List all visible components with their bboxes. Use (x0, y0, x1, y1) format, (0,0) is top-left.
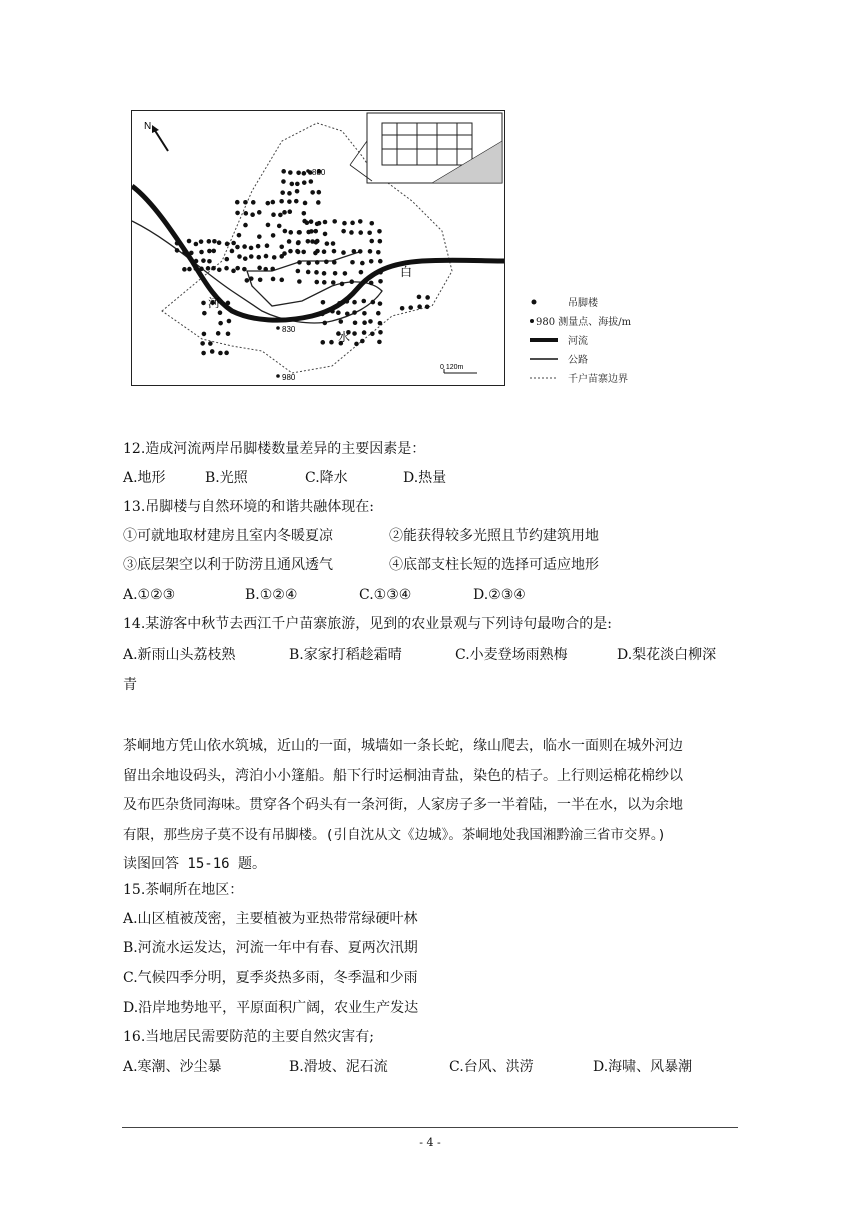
stilt-house-dot (333, 271, 338, 276)
stilt-house-dot (378, 279, 383, 284)
stilt-house-dot (322, 280, 327, 285)
map-legend (528, 292, 688, 387)
north-arrow (144, 121, 168, 151)
stilt-house-dot (277, 224, 282, 229)
q13-option-d: D.②③④ (473, 587, 526, 603)
stilt-house-dot (316, 200, 321, 205)
legend-row-road (528, 349, 688, 368)
stilt-house-dot (225, 242, 230, 247)
stilt-house-dot (314, 270, 319, 275)
stilt-house-dot (288, 170, 293, 175)
stilt-house-dot (211, 266, 216, 271)
stilt-house-dot (338, 319, 343, 324)
stilt-house-dot (352, 310, 357, 315)
stilt-house-dot (265, 201, 270, 206)
stilt-house-dot (332, 219, 337, 224)
stilt-house-dot (329, 340, 334, 345)
stilt-house-dot (320, 312, 325, 317)
stilt-house-dot (368, 319, 373, 324)
passage-line-3: 及布匹杂货同海味。贯穿各个码头有一条河街，人家房子多一半着陆，一半在水，以为余地 (123, 797, 683, 813)
river-label-shui: 水 (338, 330, 351, 344)
stilt-house-dot (249, 254, 254, 259)
legend-label: 980 测量点、海拔/m (536, 317, 632, 328)
scale-bar (440, 364, 477, 373)
stilt-house-dot (217, 240, 222, 245)
stilt-house-dot (201, 301, 206, 306)
stilt-house-dot (425, 295, 430, 300)
stilt-house-dot (323, 232, 328, 237)
stilt-house-dot (224, 351, 229, 356)
stilt-house-dot (290, 182, 295, 187)
legend-label: 公路 (568, 355, 588, 366)
stilt-house-dot (345, 299, 350, 304)
stilt-house-dot (287, 209, 292, 214)
stilt-house-dot (320, 340, 325, 345)
stilt-house-dot (330, 309, 335, 314)
stilt-house-dot (207, 239, 212, 244)
stilt-house-dot (317, 190, 322, 195)
stilt-house-dot (400, 306, 405, 311)
thin-line-icon (528, 354, 568, 364)
stilt-house-dot (408, 305, 413, 310)
stilt-house-dot (235, 245, 240, 250)
stilt-house-dot (295, 182, 300, 187)
dotted-line-icon (528, 373, 568, 383)
stilt-house-dot (337, 301, 342, 306)
stilt-house-dot (302, 211, 307, 216)
stilt-house-dot (296, 269, 301, 274)
stilt-house-dot (377, 340, 382, 345)
stilt-house-dot (358, 249, 363, 254)
q13-item-2: ②能获得较多光照且节约建筑用地 (389, 528, 599, 544)
q14-stem: 14.某游客中秋节去西江千户苗寨旅游，见到的农业景观与下列诗句最吻合的是: (123, 616, 612, 632)
stilt-house-dot (249, 246, 254, 251)
stilt-house-dot (378, 239, 383, 244)
stilt-house-dot (226, 301, 231, 306)
stilt-house-dot (360, 261, 365, 266)
q14-option-a: A.新雨山头荔枝熟 (123, 647, 236, 663)
q13-option-a: A.①②③ (123, 587, 176, 603)
passage-line-1: 茶峒地方凭山依水筑城，近山的一面，城墙如一条长蛇，缘山爬去，临水一面则在城外河边 (123, 738, 683, 754)
stilt-house-dot (369, 259, 374, 264)
stilt-house-dot (272, 255, 277, 260)
q12-option-b: B.光照 (205, 470, 248, 486)
q15-option-c: C.气候四季分明，夏季炎热多雨，冬季温和少雨 (123, 970, 418, 986)
stilt-house-dot (349, 230, 354, 235)
stilt-house-dot (271, 200, 276, 205)
stilt-house-dot (189, 251, 194, 256)
stilt-house-dot (175, 241, 180, 246)
stilt-house-dot (281, 169, 286, 174)
q15-stem: 15.茶峒所在地区： (123, 882, 244, 898)
stilt-house-dot (288, 230, 293, 235)
stilt-house-dot (417, 295, 422, 300)
page-number: - 4 - (419, 1136, 441, 1149)
stilt-house-dot (207, 259, 212, 264)
q16-option-c: C.台风、洪涝 (449, 1059, 534, 1075)
stilt-house-dot (235, 211, 240, 216)
stilt-house-dot (218, 321, 223, 326)
stilt-house-dot (237, 254, 242, 259)
stilt-house-dot (287, 199, 292, 204)
stilt-house-dot (306, 230, 311, 235)
stilt-house-dot (368, 249, 373, 254)
stilt-house-dot (369, 221, 374, 226)
stilt-house-dot (313, 251, 318, 256)
stilt-house-dot (199, 250, 204, 255)
stilt-house-dot (237, 233, 242, 238)
stilt-house-dot (353, 320, 358, 325)
stilt-house-dot (332, 249, 337, 254)
stilt-house-dot (230, 249, 235, 254)
stilt-house-dot (242, 267, 247, 272)
stilt-house-dot (352, 331, 357, 336)
q15-option-b: B.河流水运发达，河流一年中有春、夏两次汛期 (123, 940, 418, 956)
stilt-house-dot (250, 212, 255, 217)
river-label-bai: 白 (400, 265, 413, 279)
stilt-house-inset (350, 113, 502, 183)
stilt-house-dot (309, 179, 314, 184)
stilt-house-dot (358, 230, 363, 235)
stilt-house-dot (313, 229, 318, 234)
stilt-house-dot (283, 229, 288, 234)
stilt-house-dot (182, 267, 187, 272)
stilt-house-dot (243, 256, 248, 261)
q13-item-3: ③底层架空以利于防涝且通风透气 (123, 557, 333, 573)
q15-option-a: A.山区植被茂密，主要植被为亚热带常绿硬叶林 (123, 911, 418, 927)
stilt-house-dot (231, 269, 236, 274)
stilt-house-dot (294, 199, 299, 204)
stilt-house-dot (362, 320, 367, 325)
stilt-house-dot (340, 282, 345, 287)
stilt-house-dot (301, 250, 306, 255)
stilt-house-dot (314, 280, 319, 285)
legend-label: 吊脚楼 (568, 298, 598, 309)
q14-option-d: D.梨花淡白柳深 (617, 647, 717, 663)
stilt-house-dot (278, 213, 283, 218)
stilt-house-dot (282, 210, 287, 215)
q12-stem: 12.造成河流两岸吊脚楼数量差异的主要因素是： (123, 441, 426, 457)
stilt-house-dot (265, 243, 270, 248)
stilt-house-dot (367, 230, 372, 235)
stilt-house-dot (352, 300, 357, 305)
stilt-house-dot (256, 244, 261, 249)
thick-line-icon (528, 335, 568, 345)
stilt-house-dot (321, 300, 326, 305)
q13-option-b: B.①②④ (245, 587, 298, 603)
stilt-house-dot (362, 311, 367, 316)
stilt-house-dot (303, 201, 308, 206)
stilt-house-dot (202, 332, 207, 337)
stilt-house-dot (235, 266, 240, 271)
stilt-house-dot (245, 278, 250, 283)
survey-point-icon (528, 316, 536, 326)
q13-option-c: C.①③④ (359, 587, 412, 603)
stilt-house-dot (226, 331, 231, 336)
stilt-house-dot (325, 241, 330, 246)
stilt-house-dot (297, 260, 302, 265)
stilt-house-dot (243, 223, 248, 228)
passage-line-4: 有限，那些房子莫不设有吊脚楼。(引自沈从文《边城》。茶峒地处我国湘黔渝三省市交界。) (123, 826, 666, 843)
stilt-house-dot (315, 222, 320, 227)
stilt-house-dot (360, 339, 365, 344)
stilt-house-dot (207, 249, 212, 254)
stilt-house-dot (287, 239, 292, 244)
stilt-house-dot (369, 239, 374, 244)
q14-option-d-wrap: 青 (123, 677, 137, 693)
stilt-house-dot (354, 342, 359, 347)
stilt-house-dot (201, 351, 206, 356)
stilt-house-dot (343, 271, 348, 276)
stilt-house-dot (322, 271, 327, 276)
legend-row-stilt-house (528, 292, 688, 311)
stilt-house-dot (280, 190, 285, 195)
stilt-house-dot (362, 330, 367, 335)
q13-item-1: ①可就地取材建房且室内冬暖夏凉 (123, 528, 333, 544)
stilt-house-dot (231, 241, 236, 246)
stilt-house-dot (206, 266, 211, 271)
stilt-house-dot (266, 223, 271, 228)
stilt-house-dot (256, 255, 261, 260)
stilt-house-dot (370, 331, 375, 336)
stilt-house-dot (287, 191, 292, 196)
stilt-house-dot (208, 341, 213, 346)
stilt-house-dot (251, 200, 256, 205)
stilt-house-dot (212, 239, 217, 244)
elevation-label-880: 880 (312, 168, 326, 177)
stilt-house-dot (350, 221, 355, 226)
dot-symbol-icon (528, 297, 568, 307)
stilt-house-dot (295, 189, 300, 194)
stilt-house-dot (305, 220, 310, 225)
stilt-house-dot (244, 211, 249, 216)
stilt-house-dot (378, 321, 383, 326)
stilt-house-dot (322, 321, 327, 326)
stilt-house-dot (302, 180, 307, 185)
stilt-house-dot (279, 199, 284, 204)
legend-row-river (528, 330, 688, 349)
q12-option-c: C.降水 (305, 470, 348, 486)
stilt-house-dot (271, 212, 276, 217)
stilt-house-dot (332, 260, 337, 265)
stilt-house-dot (302, 171, 307, 176)
stilt-house-dot (309, 219, 314, 224)
legend-label: 千户苗寨边界 (568, 374, 628, 385)
stilt-house-dot (175, 248, 180, 253)
stilt-house-dot (296, 170, 301, 175)
passage-line-5: 读图回答 15-16 题。 (123, 856, 267, 872)
stilt-house-dot (249, 276, 254, 281)
stilt-house-dot (210, 349, 215, 354)
stilt-house-dot (310, 190, 315, 195)
stilt-house-dot (224, 266, 229, 271)
stilt-house-dot (377, 229, 382, 234)
stilt-house-dot (201, 258, 206, 263)
stilt-house-dot (417, 304, 422, 309)
stilt-house-dot (425, 304, 430, 309)
stilt-house-dot (314, 240, 319, 245)
stilt-house-dot (297, 279, 302, 284)
stilt-house-dot (224, 257, 229, 262)
stilt-house-dot (288, 249, 293, 254)
stilt-house-dot (187, 239, 192, 244)
stilt-house-dot (331, 280, 336, 285)
q12-option-a: A.地形 (123, 470, 166, 486)
village-map (131, 110, 505, 386)
footer-divider (122, 1127, 738, 1128)
stilt-house-dot (296, 240, 301, 245)
stilt-house-dot (361, 299, 366, 304)
stilt-house-dot (199, 239, 204, 244)
stilt-house-dot (331, 241, 336, 246)
q16-option-b: B.滑坡、泥石流 (289, 1059, 388, 1075)
stilt-house-dot (378, 330, 383, 335)
stilt-house-dot (306, 239, 311, 244)
q15-option-d: D.沿岸地势地平，平原面积广阔，农业生产发达 (123, 1000, 419, 1016)
q14-option-b: B.家家打稻趁霜晴 (289, 647, 402, 663)
stilt-house-dot (279, 278, 284, 283)
stilt-house-dot (378, 301, 383, 306)
survey-point-830 (276, 325, 296, 334)
stilt-house-dot (270, 267, 275, 272)
map-drawing (132, 111, 504, 385)
q13-stem: 13.吊脚楼与自然环境的和谐共融体现在: (123, 499, 374, 515)
stilt-house-dot (349, 279, 354, 284)
stilt-house-dot (324, 259, 329, 264)
stilt-house-dot (202, 311, 207, 316)
legend-row-survey (528, 311, 688, 330)
stilt-house-dot (352, 249, 357, 254)
stilt-house-dot (193, 266, 198, 271)
stilt-house-dot (341, 229, 346, 234)
legend-row-boundary (528, 368, 688, 387)
stilt-house-dot (218, 351, 223, 356)
stilt-house-dot (271, 277, 276, 282)
stilt-house-dot (279, 244, 284, 249)
stilt-house-dot (315, 260, 320, 265)
stilt-house-dot (264, 254, 269, 259)
north-label: N (144, 121, 152, 132)
reading-passage (123, 732, 737, 880)
stilt-house-dot (358, 219, 363, 224)
stilt-house-dot (194, 242, 199, 247)
stilt-house-dot (187, 267, 192, 272)
stilt-house-dot (271, 233, 276, 238)
stilt-house-dot (258, 277, 263, 282)
stilt-house-dot (378, 259, 383, 264)
stilt-house-dot (297, 230, 302, 235)
survey-point-980 (276, 373, 296, 382)
river-label-he: 河 (208, 296, 221, 310)
q12-option-d: D.热量 (403, 470, 447, 486)
stilt-house-dot (218, 310, 223, 315)
stilt-house-dot (194, 259, 199, 264)
stilt-house-dot (257, 266, 262, 271)
elevation-label-980: 980 (282, 373, 296, 382)
stilt-house-dot (216, 331, 221, 336)
stilt-house-dot (227, 319, 232, 324)
stilt-house-dot (323, 220, 328, 225)
stilt-house-dots (175, 169, 430, 355)
stilt-house-dot (322, 249, 327, 254)
stilt-house-dot (217, 267, 222, 272)
stilt-house-dot (306, 270, 311, 275)
stilt-house-dot (257, 210, 262, 215)
stilt-house-dot (242, 244, 247, 249)
q16-stem: 16.当地居民需要防范的主要自然灾害有; (123, 1029, 374, 1045)
stilt-house-dot (350, 260, 355, 265)
q13-item-4: ④底部支柱长短的选择可适应地形 (389, 557, 599, 573)
stilt-house-dot (359, 270, 364, 275)
stilt-house-dot (371, 300, 376, 305)
stilt-house-dot (211, 249, 216, 254)
stilt-house-dot (376, 311, 381, 316)
stilt-house-dot (296, 250, 301, 255)
stilt-house-dot (257, 234, 262, 239)
stilt-house-dot (376, 250, 381, 255)
stilt-house-dot (342, 221, 347, 226)
stilt-house-dot (336, 310, 341, 315)
stilt-house-dot (263, 267, 268, 272)
q16-option-a: A.寒潮、沙尘暴 (123, 1059, 222, 1075)
stilt-house-dot (200, 341, 205, 346)
stilt-house-dot (199, 267, 204, 272)
passage-line-2: 留出余地设码头，湾泊小小篷船。船下行时运桐油青盐，染色的桔子。上行则运棉花棉纱以 (123, 767, 683, 784)
stilt-house-dot (235, 200, 240, 205)
q14-option-c: C.小麦登场雨熟梅 (455, 647, 568, 663)
stilt-house-dot (341, 250, 346, 255)
stilt-house-dot (306, 261, 311, 266)
stilt-house-dot (243, 200, 248, 205)
stilt-house-dot (345, 311, 350, 316)
scale-label: 0 120m (440, 364, 464, 371)
stilt-house-dot (279, 254, 284, 259)
stilt-house-dot (369, 281, 374, 286)
legend-label: 河流 (568, 336, 588, 347)
stilt-house-dot (182, 250, 187, 255)
q16-option-d: D.海啸、风暴潮 (593, 1059, 693, 1075)
stilt-house-dot (281, 179, 286, 184)
elevation-label-830: 830 (282, 325, 296, 334)
stilt-house-dot (378, 270, 383, 275)
